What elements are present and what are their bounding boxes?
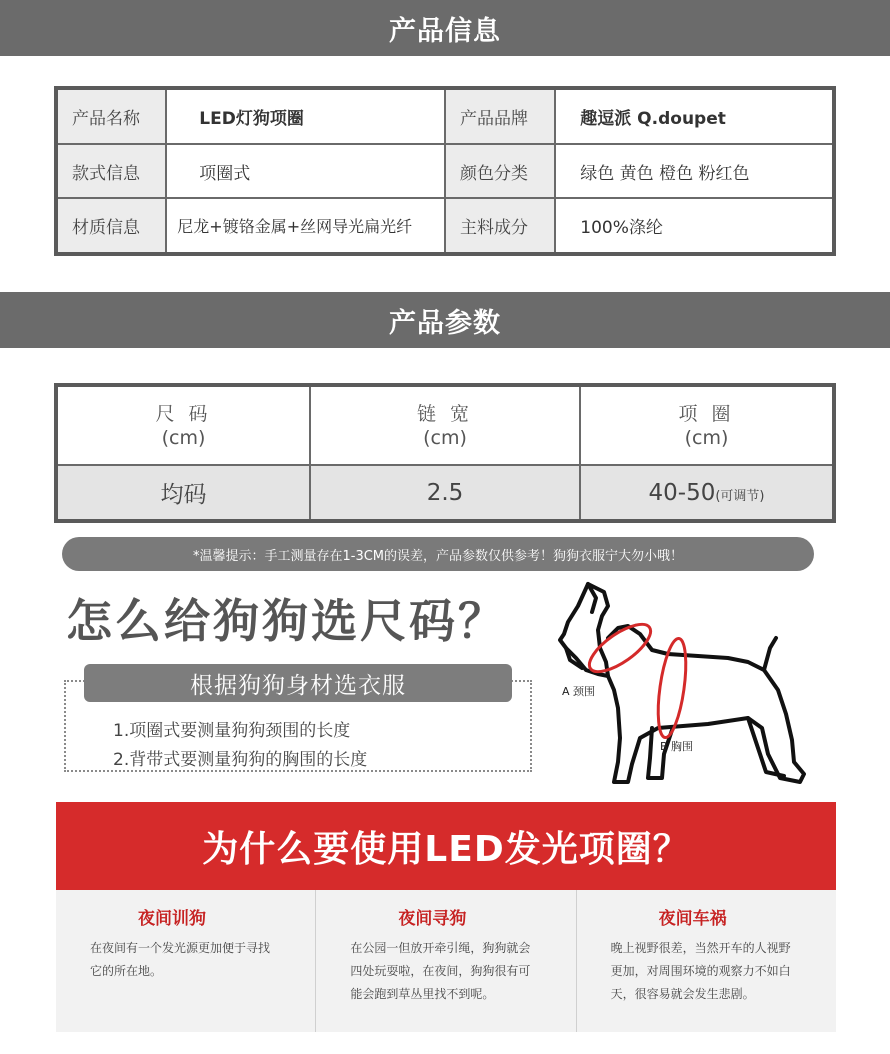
why-led-banner: 为什么要使用LED发光项圈？ bbox=[56, 802, 836, 890]
label-colors: 颜色分类 bbox=[445, 144, 555, 198]
product-info-table bbox=[54, 86, 836, 256]
header-size-unit: (cm) bbox=[161, 426, 206, 449]
value-brand: 趣逗派 Q.doupet bbox=[555, 88, 834, 144]
reason-night-finding bbox=[315, 890, 575, 1032]
label-chest-b: B 胸围 bbox=[660, 740, 694, 753]
reasons-panel bbox=[56, 890, 836, 1032]
header-size bbox=[56, 385, 310, 465]
label-material: 材质信息 bbox=[56, 198, 166, 254]
table-row bbox=[56, 198, 834, 254]
header-collar-name: 项 圈 bbox=[678, 402, 735, 425]
label-brand: 产品品牌 bbox=[445, 88, 555, 144]
header-width-name: 链 宽 bbox=[416, 402, 474, 425]
header-width-unit: (cm) bbox=[423, 426, 467, 449]
reason-title: 夜间寻狗 bbox=[398, 909, 467, 929]
table-row bbox=[56, 88, 834, 144]
header-collar bbox=[580, 385, 834, 465]
reason-title: 夜间训狗 bbox=[138, 909, 206, 929]
dog-body-outline bbox=[608, 626, 804, 782]
value-colors: 绿色 黄色 橙色 粉红色 bbox=[555, 144, 834, 198]
label-style: 款式信息 bbox=[56, 144, 166, 198]
howto-rule-harness: 2.背带式要测量狗狗的胸围的长度 bbox=[113, 750, 368, 770]
reason-text: 在夜间有一个发光源更加便于寻找它的所在地。 bbox=[90, 941, 271, 978]
tip-banner: *温馨提示：手工测量存在1-3CM的误差，产品参数仅供参考！狗狗衣服宁大勿小哦！ bbox=[62, 537, 814, 571]
cell-collar-note: (可调节) bbox=[715, 488, 765, 504]
value-main-fabric: 100%涤纶 bbox=[555, 198, 834, 254]
reason-title: 夜间车祸 bbox=[658, 909, 727, 929]
table-header-row bbox=[56, 385, 834, 465]
reason-night-accident bbox=[576, 890, 836, 1032]
header-collar-unit: (cm) bbox=[684, 426, 729, 449]
neck-measure-ring bbox=[582, 616, 657, 680]
howto-title: 怎么给狗狗选尺码？ bbox=[66, 594, 507, 648]
reason-night-training bbox=[56, 890, 315, 1032]
cell-collar bbox=[580, 465, 834, 521]
label-product-name: 产品名称 bbox=[56, 88, 166, 144]
header-size-name: 尺 码 bbox=[155, 402, 212, 425]
dog-head-outline bbox=[560, 584, 608, 676]
dog-tail bbox=[764, 638, 776, 670]
table-row bbox=[56, 144, 834, 198]
label-main-fabric: 主料成分 bbox=[445, 198, 555, 254]
howto-rule-collar: 1.项圈式要测量狗狗颈围的长度 bbox=[113, 721, 351, 741]
value-material: 尼龙+镀铬金属+丝网导光扁光纤 bbox=[166, 198, 445, 254]
cell-collar-value: 40-50 bbox=[648, 479, 716, 506]
value-style: 项圈式 bbox=[166, 144, 445, 198]
howto-subtitle: 根据狗狗身材选衣服 bbox=[84, 664, 512, 702]
reason-text: 晚上视野很差，当然开车的人视野更加，对周围环境的观察力不如白天，很容易就会发生悲剧。 bbox=[610, 941, 791, 1001]
section-title-product-info: 产品信息 bbox=[0, 0, 890, 56]
cell-size: 均码 bbox=[56, 465, 310, 521]
table-row bbox=[56, 465, 834, 521]
header-width bbox=[310, 385, 580, 465]
label-neck-a: A 颈围 bbox=[562, 685, 596, 698]
section-title-product-params: 产品参数 bbox=[0, 292, 890, 348]
size-param-table bbox=[54, 383, 836, 523]
reason-text: 在公园一但放开牵引绳，狗狗就会四处玩耍啦，在夜间，狗狗很有可能会跑到草丛里找不到呢。 bbox=[350, 941, 531, 1001]
cell-width: 2.5 bbox=[310, 465, 580, 521]
value-product-name: LED灯狗项圈 bbox=[166, 88, 445, 144]
